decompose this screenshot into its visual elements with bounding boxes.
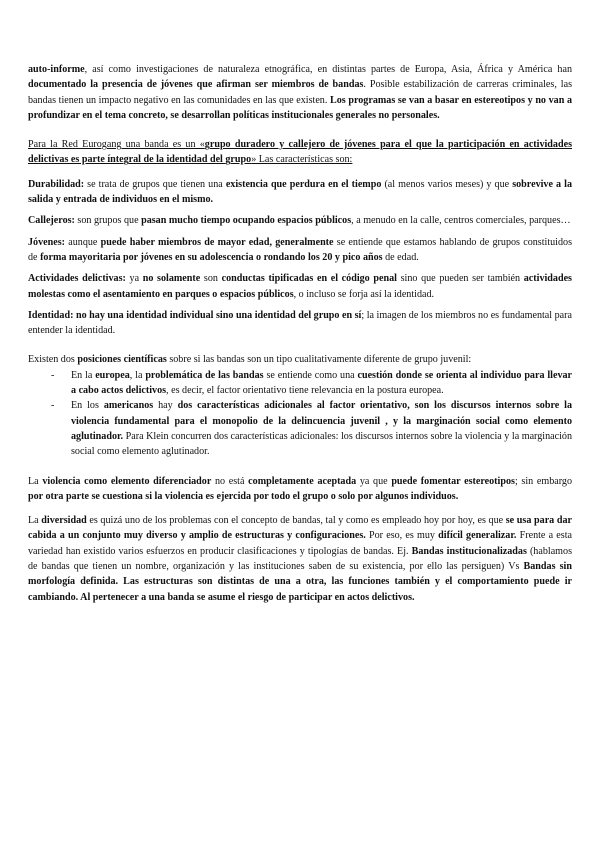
text-bold: violencia como elemento diferenciador xyxy=(42,475,212,487)
text-bold: Bandas sin morfología definida. Las estructuras son distintas de una a otra, las funciones también y el comportamiento puede ir cambiando. Al pertenecer a una banda se asume el riesgo de participar en actos delictivos. xyxy=(28,561,572,603)
text-bold: completamente aceptada xyxy=(248,475,357,487)
durabilidad-paragraph xyxy=(28,177,572,208)
text-bold: americanos xyxy=(103,400,154,412)
text-bold: europea xyxy=(95,369,130,381)
term-label: Actividades delictivas: xyxy=(28,273,126,285)
text: ya xyxy=(125,273,143,285)
text: , la xyxy=(129,369,146,381)
text: de edad. xyxy=(382,251,419,263)
jovenes-paragraph xyxy=(28,235,572,266)
text: ; la imagen de los miembros no es fundamental para entender la identidad. xyxy=(28,309,572,337)
text: Frente a esta variedad han existido varios esfuerzos en producir clasificaciones y tipologías de bandas. Ej. xyxy=(28,530,572,557)
text: En la xyxy=(71,369,96,381)
text: , a menudo en la calle, centros comerciales, parques… xyxy=(351,215,571,227)
list-item-americanos xyxy=(28,398,572,459)
violencia-paragraph xyxy=(28,474,572,505)
text: son xyxy=(200,273,222,285)
text: Existen dos xyxy=(28,354,78,366)
text: , o incluso se forja así la identidad. xyxy=(293,288,435,300)
text-bold: se usa para dar cabida a un conjunto muy diverso y amplio de estructuras y configuraciones. xyxy=(28,515,572,542)
text-bold: auto-informe xyxy=(28,64,85,75)
eurogang-heading xyxy=(28,137,572,168)
text: se trata de grupos que tienen una xyxy=(84,178,226,190)
term-label: Durabilidad: xyxy=(28,178,85,190)
text: hay xyxy=(153,400,178,412)
text: sino que pueden ser también xyxy=(396,273,524,285)
list-item-europea xyxy=(28,368,572,399)
callejeros-paragraph xyxy=(28,213,572,228)
text: son grupos que xyxy=(74,215,142,227)
identidad-paragraph xyxy=(28,308,572,339)
text-bold: grupo duradero y callejero de jóvenes para el que la participación en actividades delictivas es parte íntegral de la identidad del grupo xyxy=(28,139,572,166)
diversidad-paragraph xyxy=(28,513,572,605)
actividades-paragraph xyxy=(28,271,572,302)
text-bold: Los programas se van a basar en estereotipos y no van a profundizar en el tema concreto, se desarrollan políticas institucionales generales no personales. xyxy=(28,94,572,121)
posiciones-paragraph xyxy=(28,352,572,367)
text: aunque xyxy=(65,236,101,248)
text: sobre si las bandas son un tipo cualitativamente diferente de grupo juvenil: xyxy=(166,354,472,366)
text: se entiende que estamos hablando de grupos constituidos de xyxy=(28,236,573,263)
dash-bullet: - xyxy=(51,400,55,412)
text: . Posible estabilización de carreras criminales, las bandas tienen un impacto negativo en las comunidades en las que existen. xyxy=(28,79,572,106)
text-bold: existencia que perdura en el tiempo xyxy=(225,178,382,190)
text-bold: forma mayoritaria por jóvenes en su adolescencia o rondando los 20 y pico años xyxy=(40,251,383,263)
text-bold: Bandas institucionalizadas xyxy=(411,545,527,557)
text: Para la Red Eurogang una banda es un « xyxy=(28,139,205,151)
text: (al menos varios meses) y que xyxy=(381,178,513,190)
text: ; sin embargo xyxy=(514,475,573,487)
text-bold: no hay una identidad individual sino una identidad del grupo en sí xyxy=(73,309,362,321)
dash-bullet: - xyxy=(51,369,55,381)
text: La xyxy=(28,515,42,527)
text-bold: diversidad xyxy=(41,515,87,527)
text: Por eso, es muy xyxy=(365,530,439,542)
text-bold: problemática de las bandas xyxy=(145,369,264,381)
text-bold: dos características adicionales al factor orientativo, son los discursos internos sobre la violencia fundamental para el monopolio de la delincuencia juvenil , y la marginación social como elemento aglutinador. xyxy=(71,400,572,442)
text: Para Klein concurren dos características adicionales: los discursos internos sobre la violencia y la marginación social como elemento aglutinador. xyxy=(71,430,572,458)
text-bold: pasan mucho tiempo ocupando espacios públicos xyxy=(141,215,352,227)
text: ya que xyxy=(356,475,392,487)
text: no está xyxy=(211,475,249,487)
text-bold: documentado la presencia de jóvenes que afirman ser miembros de bandas xyxy=(28,79,364,91)
text: se entiende como una xyxy=(263,369,358,381)
text-bold: puede haber miembros de mayor edad, generalmente xyxy=(100,236,334,248)
document-page xyxy=(28,62,572,605)
positions-list xyxy=(28,368,572,460)
text-bold: no solamente xyxy=(142,273,201,285)
text-bold: difícil generalizar. xyxy=(438,530,517,542)
intro-paragraph xyxy=(28,62,572,123)
text-bold: cuestión donde se orienta al individuo para llevar a cabo actos delictivos xyxy=(71,369,573,397)
text-bold: puede fomentar estereotipos xyxy=(391,475,515,487)
text: En los xyxy=(71,400,104,412)
text-bold: sobrevive a la salida y entrada de individuos en el mismo. xyxy=(28,178,572,206)
text: es quizá uno de los problemas con el concepto de bandas, tal y como es empleado hoy por hoy, es que xyxy=(86,515,506,527)
term-label: Identidad: xyxy=(28,309,74,321)
text: , es decir, el factor orientativo tiene relevancia en la postura europea. xyxy=(166,385,444,397)
text: (hablamos de bandas que tienen un nombre, organización y las instituciones saben de su existencia, por ello las persiguen) Vs xyxy=(28,545,572,573)
text: , así como investigaciones de naturaleza etnográfica, en distintas partes de Europa, Asia, África y América han xyxy=(84,64,572,75)
text-bold: conductas tipificadas en el código penal xyxy=(221,273,397,285)
text: La xyxy=(28,475,43,487)
text-bold: actividades molestas como el asentamiento en parques o espacios públicos xyxy=(28,273,572,300)
text-bold: posiciones científicas xyxy=(77,354,167,366)
term-label: Jóvenes: xyxy=(28,236,66,248)
text-bold: por otra parte se cuestiona si la violencia es ejercida por todo el grupo o solo por algunos individuos. xyxy=(28,490,459,502)
text: » Las características son: xyxy=(251,154,353,166)
term-label: Callejeros: xyxy=(28,215,75,227)
